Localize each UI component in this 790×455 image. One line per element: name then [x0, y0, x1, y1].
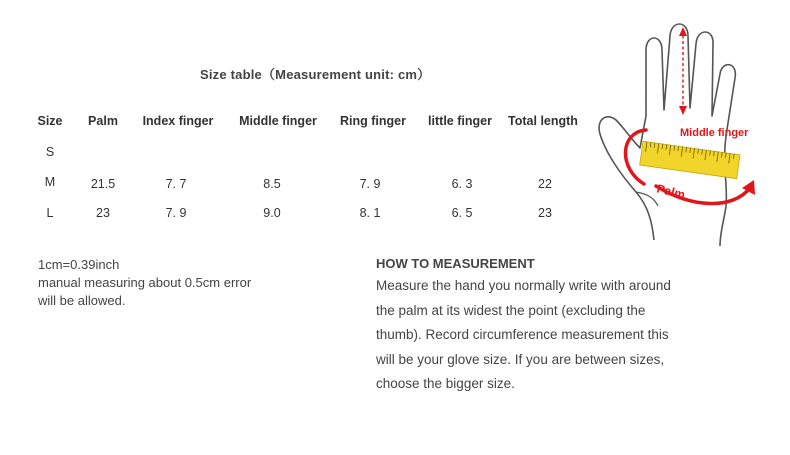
header-middle-finger: Middle finger [239, 114, 317, 128]
header-size: Size [37, 114, 63, 128]
row-l-little: 6. 5 [451, 206, 473, 220]
header-total-length: Total length [508, 114, 578, 128]
middle-finger-label: Middle finger [680, 127, 749, 139]
header-palm: Palm [88, 114, 118, 128]
error-note-line2: will be allowed. [38, 293, 126, 308]
row-l-total: 23 [538, 206, 552, 220]
error-note-line1: manual measuring about 0.5cm error [38, 275, 252, 290]
row-l-size: L [46, 206, 54, 220]
how-to-line: the palm at its widest the point (excluding the [376, 302, 646, 318]
how-to-instructions [376, 274, 716, 397]
row-l-middle: 9.0 [263, 206, 281, 220]
row-l-ring: 8. 1 [359, 206, 381, 220]
how-to-line: will be your glove size. If you are between sizes, [376, 351, 665, 367]
row-m-palm: 21.5 [90, 177, 116, 191]
row-m-index: 7. 7 [165, 177, 187, 191]
header-index-finger: Index finger [142, 114, 214, 128]
header-ring-finger: Ring finger [340, 114, 406, 128]
row-m-total: 22 [538, 177, 552, 191]
how-to-line: Measure the hand you normally write with around [376, 278, 671, 293]
row-m-middle: 8.5 [263, 177, 281, 191]
row-l-palm: 23 [96, 206, 110, 220]
how-to-line: choose the bigger size. [376, 376, 515, 391]
how-to-line: thumb). Record circumference measurement this [376, 327, 669, 342]
row-l-index: 7. 9 [165, 206, 187, 220]
size-table-title: Size table（Measurement unit: cm） [200, 67, 431, 82]
row-m-size: M [44, 175, 56, 189]
row-s-size: S [45, 145, 55, 159]
row-m-little: 6. 3 [451, 177, 473, 191]
palm-label: Palm [655, 181, 687, 202]
arrow-head-bottom [679, 106, 687, 115]
unit-conversion-note: 1cm=0.39inch [38, 257, 120, 272]
hand-measurement-illustration [592, 16, 790, 248]
header-little-finger: little finger [428, 114, 492, 128]
measurement-notes [38, 256, 251, 310]
how-to-title: HOW TO MEASUREMENT [376, 256, 535, 271]
row-m-ring: 7. 9 [359, 177, 381, 191]
